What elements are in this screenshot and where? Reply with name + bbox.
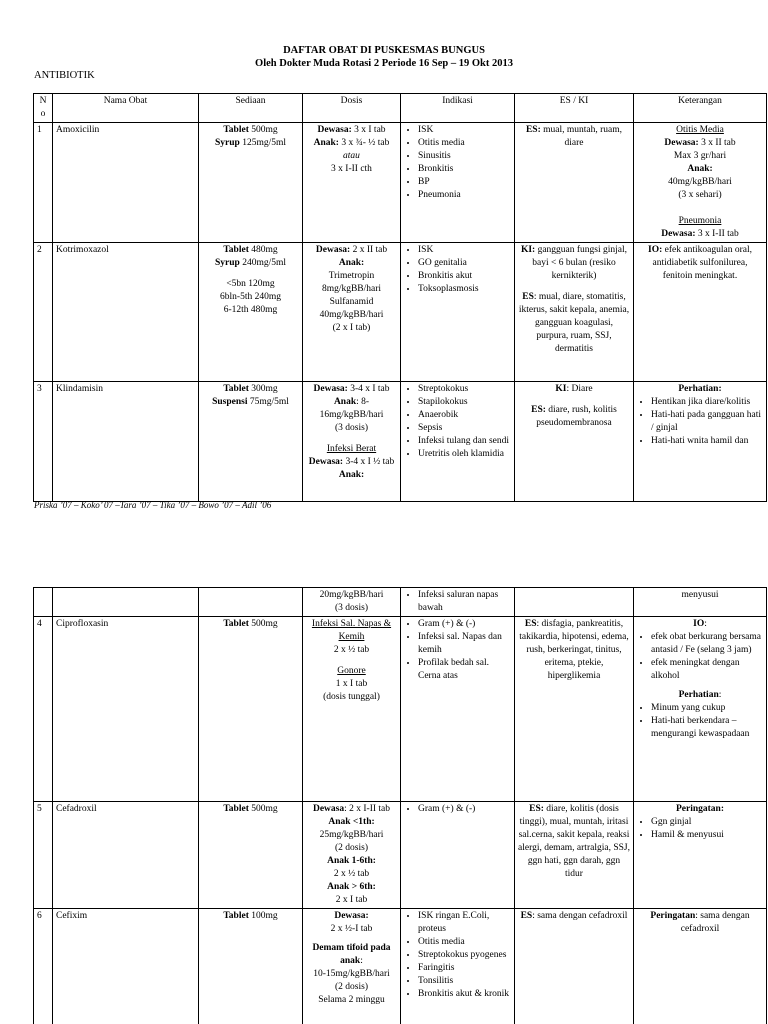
dosis-cell: Dewasa: 2 x II tab Anak: Trimetropin 8mg/kgBB/hari Sulfanamid 40mg/kgBB/hari (2 x I tab) — [303, 243, 401, 382]
header-es-ki: ES / KI — [515, 94, 634, 123]
section-heading: ANTIBIOTIK — [34, 70, 95, 81]
keterangan-cell: IO: • efek obat berkurang bersama antasid / Fe (selang 3 jam) • efek meningkat dengan alkohol Perhatian: • Minum yang cukup • Hati-hati berkendara – mengurangi kewaspadaan — [634, 617, 767, 802]
list-item: • Otitis media — [418, 137, 511, 150]
list-item: • Hamil & menyusui — [651, 829, 763, 842]
header-nama-obat: Nama Obat — [53, 94, 199, 123]
keterangan-cell: Otitis Media Dewasa: 3 x II tab Max 3 gr/hari Anak: 40mg/kgBB/hari (3 x sehari) Pneumonia Dewasa: 3 x I-II tab — [634, 123, 767, 243]
header-keterangan: Keterangan — [634, 94, 767, 123]
list-item: • ISK — [418, 244, 511, 257]
list-item: • Infeksi sal. Napas dan kemih — [418, 631, 511, 657]
sediaan-cell: Tablet 300mg Suspensi 75mg/5ml — [199, 382, 303, 502]
table-row — [34, 802, 767, 909]
list-item: • Hati-hati wnita hamil dan — [651, 435, 763, 448]
header-no: N o — [34, 94, 53, 123]
drug-table-page-2 — [33, 587, 767, 1024]
sediaan-cell: Tablet 100mg — [199, 909, 303, 1024]
list-item: • GO genitalia — [418, 257, 511, 270]
sediaan-cell: Tablet 480mg Syrup 240mg/5ml <5bn 120mg 6bln-5th 240mg 6-12th 480mg — [199, 243, 303, 382]
header-sediaan: Sediaan — [199, 94, 303, 123]
document-title: DAFTAR OBAT DI PUSKESMAS BUNGUS — [283, 45, 485, 56]
list-item: • BP — [418, 176, 511, 189]
table-row — [34, 123, 767, 243]
es-ki-cell: ES: disfagia, pankreatitis, takikardia, hipotensi, edema, rush, berkeringat, tinitus, eritema, ptekie, hiperglikemia — [515, 617, 634, 802]
table-row — [34, 382, 767, 502]
list-item: • Hati-hati pada gangguan hati / ginjal — [651, 409, 763, 435]
table-row-continuation — [34, 588, 767, 617]
dosis-cell: 20mg/kgBB/hari (3 dosis) — [303, 588, 401, 617]
header-indikasi: Indikasi — [401, 94, 515, 123]
keterangan-cell: Peringatan: sama dengan cefadroxil — [634, 909, 767, 1024]
row-number: 4 — [34, 617, 53, 802]
list-item: • Streptokokus — [418, 383, 511, 396]
drug-name: Cefixim — [53, 909, 199, 1024]
indikasi-cell — [401, 123, 515, 243]
indikasi-cell — [401, 588, 515, 617]
sediaan-cell: Tablet 500mg Syrup 125mg/5ml — [199, 123, 303, 243]
sediaan-cell: Tablet 500mg — [199, 617, 303, 802]
table-row — [34, 243, 767, 382]
table-header-row — [34, 94, 767, 123]
list-item: • Gram (+) & (-) — [418, 803, 511, 816]
list-item: • Gram (+) & (-) — [418, 618, 511, 631]
dosis-cell: Infeksi Sal. Napas & Kemih 2 x ½ tab Gonore 1 x I tab (dosis tunggal) — [303, 617, 401, 802]
es-ki-cell: ES: mual, muntah, ruam, diare — [515, 123, 634, 243]
dosis-cell: Dewasa: 3 x I tab Anak: 3 x ¾- ½ tab atau 3 x I-II cth — [303, 123, 401, 243]
list-item: • efek meningkat dengan alkohol — [651, 657, 763, 683]
list-item: • Bronkitis akut & kronik — [418, 988, 511, 1001]
list-item: • Infeksi tulang dan sendi — [418, 435, 511, 448]
list-item: • Otitis media — [418, 936, 511, 949]
list-item: • Minum yang cukup — [651, 702, 763, 715]
indikasi-cell — [401, 382, 515, 502]
list-item: • Hati-hati berkendara – mengurangi kewaspadaan — [651, 715, 763, 741]
list-item: • Stapilokokus — [418, 396, 511, 409]
table-row — [34, 909, 767, 1024]
list-item: • Bronkitis — [418, 163, 511, 176]
list-item: • Bronkitis akut — [418, 270, 511, 283]
document-page-2 — [0, 586, 768, 1024]
list-item: • Hentikan jika diare/kolitis — [651, 396, 763, 409]
indikasi-cell — [401, 617, 515, 802]
list-item: • Infeksi saluran napas bawah — [418, 589, 511, 615]
list-item: • Pneumonia — [418, 189, 511, 202]
es-ki-cell: ES: diare, kolitis (dosis tinggi), mual, muntah, iritasi sal.cerna, sakit kepala, reaksi alergi, demam, artralgia, SSJ, ggn hati, ggn darah, ggn tidur — [515, 802, 634, 909]
keterangan-cell: Peringatan: • Ggn ginjal • Hamil & menyusui — [634, 802, 767, 909]
list-item: • Tonsilitis — [418, 975, 511, 988]
list-item: • Profilak bedah sal. Cerna atas — [418, 657, 511, 683]
row-number: 1 — [34, 123, 53, 243]
indikasi-cell — [401, 243, 515, 382]
drug-table-page-1 — [33, 93, 767, 502]
dosis-cell: Dewasa: 2 x I-II tab Anak <1th: 25mg/kgBB/hari (2 dosis) Anak 1-6th: 2 x ½ tab Anak > 6th: 2 x I tab — [303, 802, 401, 909]
es-ki-cell: ES: sama dengan cefadroxil — [515, 909, 634, 1024]
drug-name: Ciprofloxasin — [53, 617, 199, 802]
row-number: 3 — [34, 382, 53, 502]
list-item: • Faringitis — [418, 962, 511, 975]
drug-name: Klindamisin — [53, 382, 199, 502]
header-dosis: Dosis — [303, 94, 401, 123]
list-item: • efek obat berkurang bersama antasid / Fe (selang 3 jam) — [651, 631, 763, 657]
row-number: 6 — [34, 909, 53, 1024]
list-item: • Sinusitis — [418, 150, 511, 163]
list-item: • Streptokokus pyogenes — [418, 949, 511, 962]
keterangan-cell: menyusui — [634, 588, 767, 617]
list-item: • ISK ringan E.Coli, proteus — [418, 910, 511, 936]
list-item: • ISK — [418, 124, 511, 137]
es-ki-cell: KI: Diare ES: diare, rush, kolitis pseudomembranosa — [515, 382, 634, 502]
drug-name: Cefadroxil — [53, 802, 199, 909]
indikasi-cell — [401, 909, 515, 1024]
dosis-cell: Dewasa: 2 x ½-I tab Demam tifoid pada anak: 10-15mg/kgBB/hari (2 dosis) Selama 2 minggu — [303, 909, 401, 1024]
document-subtitle: Oleh Dokter Muda Rotasi 2 Periode 16 Sep – 19 Okt 2013 — [255, 58, 513, 69]
list-item: • Anaerobik — [418, 409, 511, 422]
row-number: 5 — [34, 802, 53, 909]
table-row — [34, 617, 767, 802]
keterangan-cell: Perhatian: • Hentikan jika diare/kolitis • Hati-hati pada gangguan hati / ginjal • Hati-hati wnita hamil dan — [634, 382, 767, 502]
es-ki-cell: KI: gangguan fungsi ginjal, bayi < 6 bulan (resiko kernikterik) ES: mual, diare, stomatitis, ikterus, sakit kepala, anemia, gangguan koagulasi, purpura, ruam, SSJ, dermatitis — [515, 243, 634, 382]
list-item: • Uretritis oleh klamidia — [418, 448, 511, 461]
sediaan-cell: Tablet 500mg — [199, 802, 303, 909]
dosis-cell: Dewasa: 3-4 x I tab Anak: 8-16mg/kgBB/hari (3 dosis) Infeksi Berat Dewasa: 3-4 x I ½ tab Anak: — [303, 382, 401, 502]
list-item: • Sepsis — [418, 422, 511, 435]
list-item: • Ggn ginjal — [651, 816, 763, 829]
list-item: • Toksoplasmosis — [418, 283, 511, 296]
page-footer: Priska ’07 – Koko’ 07 –Tara ’07 – Tika ’07 – Bowo ’07 – Adil ’06 — [34, 500, 272, 510]
row-number: 2 — [34, 243, 53, 382]
indikasi-cell — [401, 802, 515, 909]
keterangan-cell: IO: efek antikoagulan oral, antidiabetik sulfonilurea, fenitoin meningkat. — [634, 243, 767, 382]
drug-name: Amoxicilin — [53, 123, 199, 243]
drug-name: Kotrimoxazol — [53, 243, 199, 382]
